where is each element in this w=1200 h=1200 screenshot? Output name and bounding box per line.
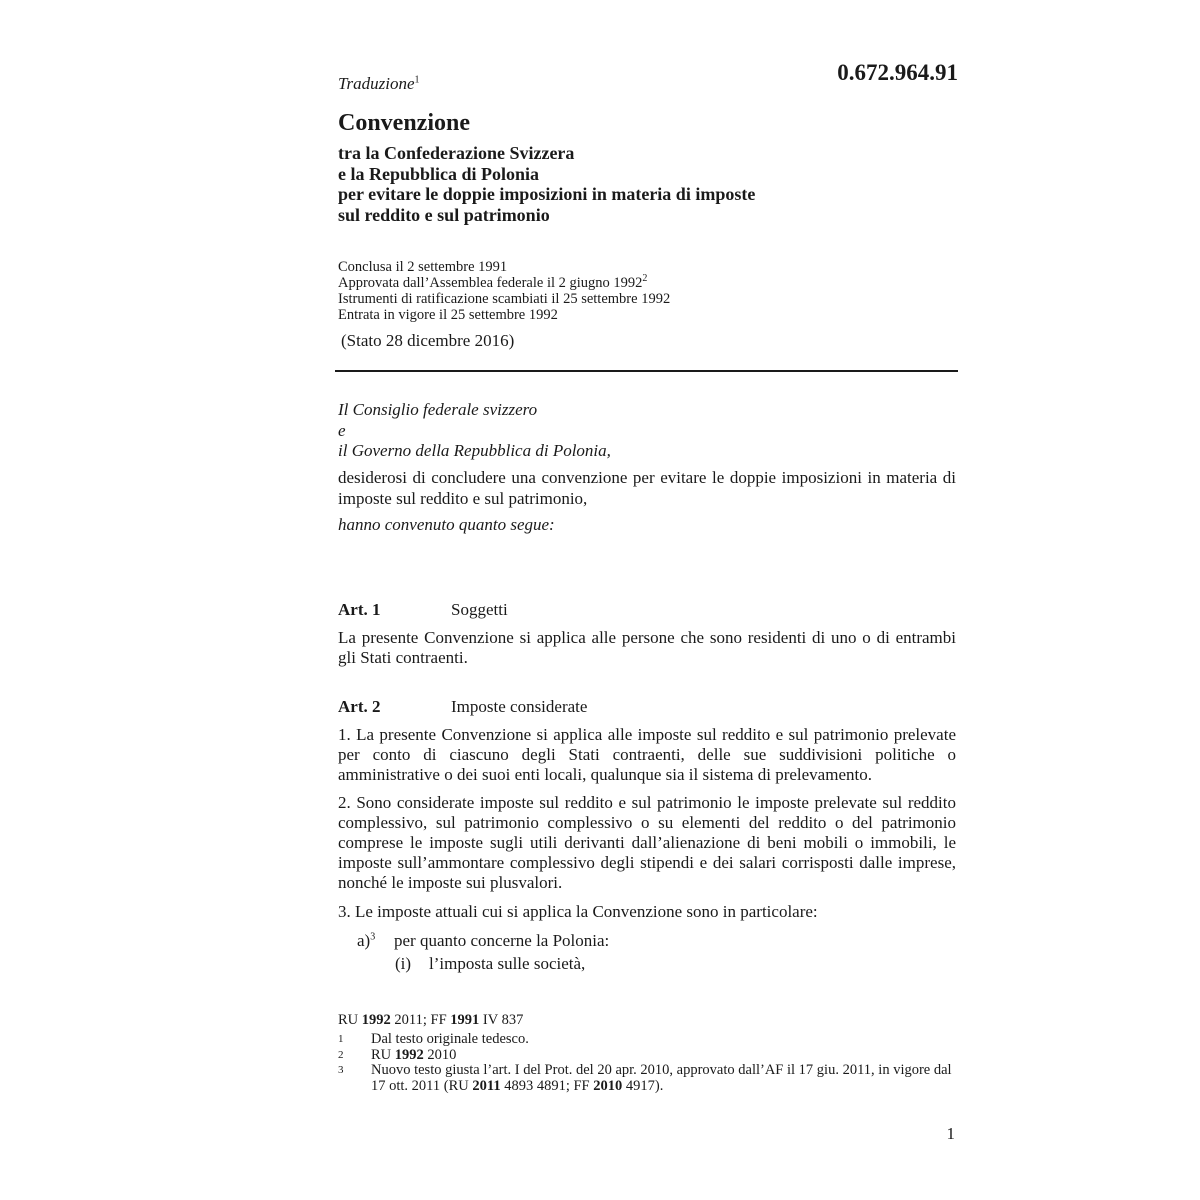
article-1-heading	[338, 600, 958, 620]
document-title: Convenzione	[338, 110, 470, 136]
fn2-year: 1992	[394, 1046, 424, 1063]
meta-approvata	[338, 275, 958, 291]
article-number: Art. 2	[338, 697, 381, 716]
list-item-i	[395, 954, 585, 974]
ru-year: 1992	[361, 1012, 391, 1028]
subtitle-line: tra la Confederazione Svizzera	[338, 143, 575, 163]
translation-label	[338, 74, 420, 94]
footnote-ref-1[interactable]: 1	[414, 74, 420, 86]
article-2-heading	[338, 697, 958, 717]
footnotes	[338, 1032, 958, 1094]
preamble-conclusion: hanno convenuto quanto segue:	[338, 515, 555, 534]
footnote-number: 1	[338, 1033, 344, 1045]
footnote-number: 2	[338, 1048, 344, 1061]
list-label-text: a)	[357, 931, 371, 950]
fn2-prefix: RU	[371, 1046, 392, 1063]
meta-vigore: Entrata in vigore il 25 settembre 1992	[338, 307, 558, 323]
subtitle-line: sul reddito e sul patrimonio	[338, 204, 550, 225]
fn3-ff-year: 2010	[593, 1077, 623, 1094]
article-title: Imposte considerate	[451, 697, 588, 716]
footnote-text	[371, 1048, 958, 1064]
ff-page: IV 837	[482, 1012, 524, 1028]
footnote-text	[371, 1063, 958, 1094]
party-switzerland: Il Consiglio federale svizzero	[338, 400, 538, 419]
article-2-paragraph-2: 2. Sono considerate imposte sul reddito e sul patrimonio le imposte prelevate sul reddito complessivo, sul patrimonio complessivo o su elementi del reddito o del patrimonio comprese le imposte sugli utili derivanti dall’alienazione di beni mobili o immobili, le imposte sull’ammontare complessivo degli stipendi e dei salari corrisposti dalle imprese, nonché le imposte sui plusvalori.	[338, 793, 956, 892]
list-text: l’imposta sulle società,	[429, 954, 586, 973]
document-subtitle	[338, 143, 958, 225]
list-text: per quanto concerne la Polonia:	[394, 931, 610, 950]
footnote-text: Dal testo originale tedesco.	[371, 1031, 529, 1047]
footnote-number: 3	[338, 1064, 344, 1076]
fn3-text-a: Nuovo testo giusta l’art. I del Prot. del 20 apr. 2010, approvato dall’AF il 17 giu. 2011, in vigore dal 17 ott. 2011 (RU	[371, 1062, 952, 1094]
ru-prefix: RU	[338, 1012, 359, 1028]
publication-reference	[338, 1012, 523, 1029]
fn3-ru-year: 2011	[472, 1077, 501, 1094]
party-poland: il Governo della Repubblica di Polonia,	[338, 441, 611, 460]
list-label: (i)	[395, 954, 412, 973]
fn2-page: 2010	[427, 1046, 457, 1063]
article-title: Soggetti	[451, 600, 508, 619]
fn3-text-c: 4917).	[625, 1077, 664, 1094]
contracting-parties	[338, 400, 958, 462]
ff-year: 1991	[450, 1012, 480, 1028]
ru-page: 2011; FF	[394, 1012, 447, 1028]
list-label	[357, 931, 394, 951]
meta-approvata-text: Approvata dall’Assemblea federale il 2 giugno 1992	[338, 275, 643, 291]
header-divider	[335, 370, 958, 372]
page-number: 1	[946, 1124, 955, 1143]
list-item-a	[357, 931, 609, 951]
meta-conclusa: Conclusa il 2 settembre 1991	[338, 259, 508, 275]
subtitle-line: e la Repubblica di Polonia	[338, 163, 540, 184]
preamble-text: desiderosi di concludere una convenzione per evitare le doppie imposizioni in materia di imposte sul reddito e sul patrimonio,	[338, 468, 956, 508]
footnote-1	[338, 1032, 958, 1048]
footnote-2	[338, 1048, 958, 1064]
footnote-ref-2[interactable]: 2	[642, 273, 648, 285]
document-metadata	[338, 259, 958, 323]
article-2-paragraph-1: 1. La presente Convenzione si applica alle imposte sul reddito e sul patrimonio prelevate per conto di ciascuno degli Stati contraenti, delle sue suddivisioni politiche o amministrative o dei suoi enti locali, qualunque sia il sistema di prelevamento.	[338, 725, 956, 784]
subtitle-line: per evitare le doppie imposizioni in materia di imposte	[338, 184, 756, 204]
status-date: (Stato 28 dicembre 2016)	[341, 331, 515, 350]
article-1-text: La presente Convenzione si applica alle persone che sono residenti di uno o di entrambi gli Stati contraenti.	[338, 628, 956, 667]
footnote-3	[338, 1063, 958, 1094]
footnote-ref-3[interactable]: 3	[370, 931, 376, 943]
meta-ratifica: Istrumenti di ratificazione scambiati il 25 settembre 1992	[338, 291, 671, 307]
party-conjunction: e	[338, 420, 346, 440]
article-number: Art. 1	[338, 600, 381, 619]
translation-text: Traduzione	[338, 74, 415, 93]
fn3-text-b: 4893 4891; FF	[504, 1077, 590, 1094]
sr-number: 0.672.964.91	[837, 60, 958, 85]
article-2-paragraph-3: 3. Le imposte attuali cui si applica la Convenzione sono in particolare:	[338, 902, 818, 921]
